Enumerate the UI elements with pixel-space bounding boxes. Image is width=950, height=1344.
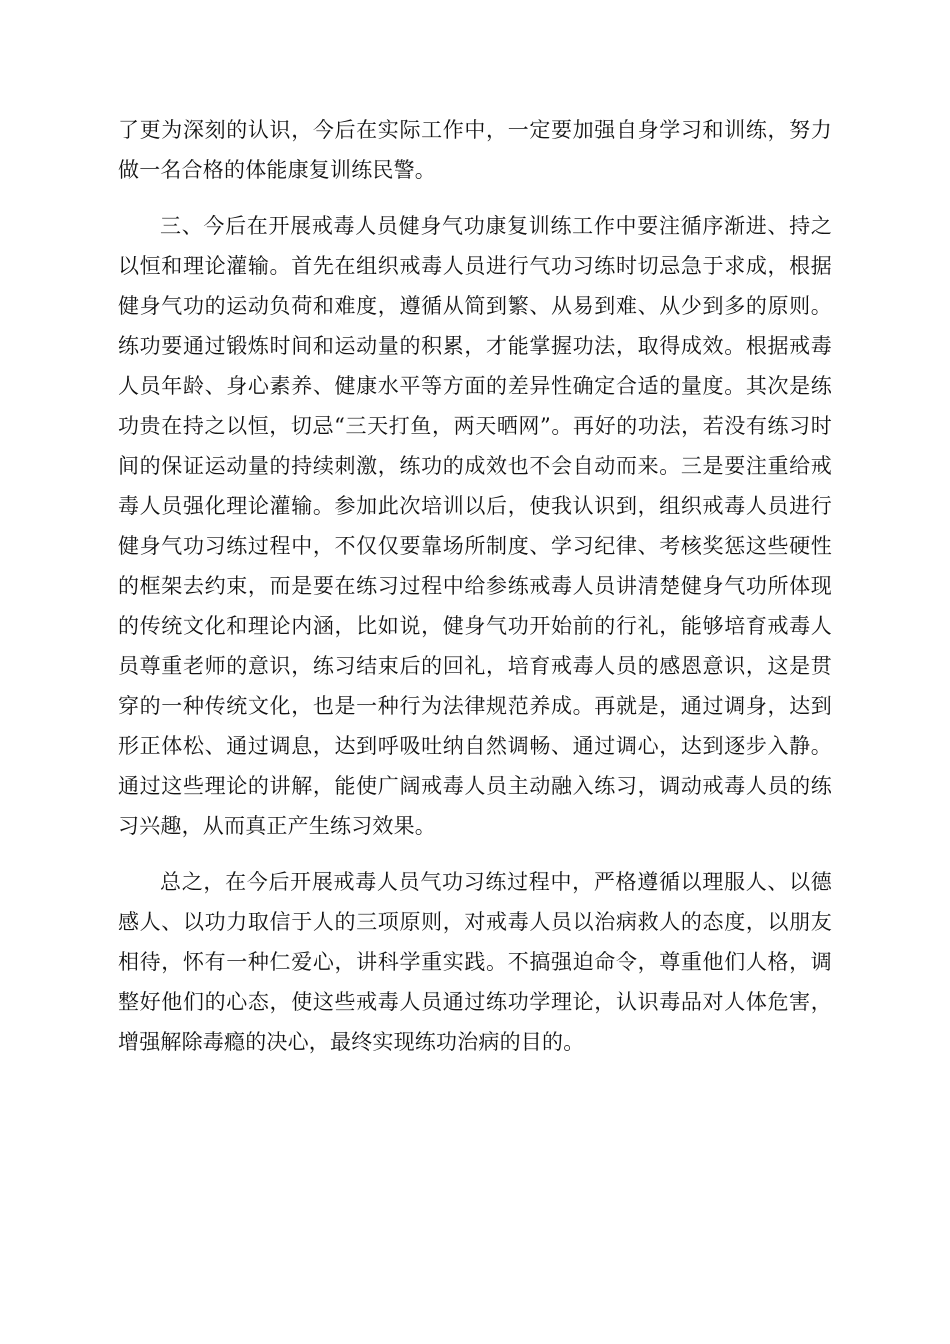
paragraph-section-three: 三、今后在开展戒毒人员健身气功康复训练工作中要注循序渐进、持之以恒和理论灌输。首先在组织戒毒人员进行气功习练时切忌急于求成，根据健身气功的运动负荷和难度，遵循从简到繁、从易到难、从少到多的原则。练功要通过锻炼时间和运动量的积累，才能掌握功法，取得成效。根据戒毒人员年龄、身心素养、健康水平等方面的差异性确定合适的量度。其次是练功贵在持之以恒，切忌“三天打鱼，两天晒网”。再好的功法，若没有练习时间的保证运动量的持续刺激，练功的成效也不会自动而来。三是要注重给戒毒人员强化理论灌输。参加此次培训以后，使我认识到，组织戒毒人员进行健身气功习练过程中，不仅仅要靠场所制度、学习纪律、考核奖惩这些硬性的框架去约束，而是要在练习过程中给参练戒毒人员讲清楚健身气功所体现的传统文化和理论内涵，比如说，健身气功开始前的行礼，能够培育戒毒人员尊重老师的意识，练习结束后的回礼，培育戒毒人员的感恩意识，这是贯穿的一种传统文化，也是一种行为法律规范养成。再就是，通过调身，达到形正体松、通过调息，达到呼吸吐纳自然调畅、通过调心，达到逐步入静。通过这些理论的讲解，能使广阔戒毒人员主动融入练习，调动戒毒人员的练习兴趣，从而真正产生练习效果。 — [118, 214, 832, 838]
paragraph-continuation: 了更为深刻的认识，今后在实际工作中，一定要加强自身学习和训练，努力做一名合格的体能康复训练民警。 — [118, 118, 832, 182]
paragraph-summary: 总之，在今后开展戒毒人员气功习练过程中，严格遵循以理服人、以德感人、以功力取信于人的三项原则，对戒毒人员以治病救人的态度，以朋友相待，怀有一种仁爱心，讲科学重实践。不搞强迫命令，尊重他们人格，调整好他们的心态，使这些戒毒人员通过练功学理论，认识毒品对人体危害，增强解除毒瘾的决心，最终实现练功治病的目的。 — [118, 870, 832, 1054]
document-body — [118, 110, 832, 1078]
